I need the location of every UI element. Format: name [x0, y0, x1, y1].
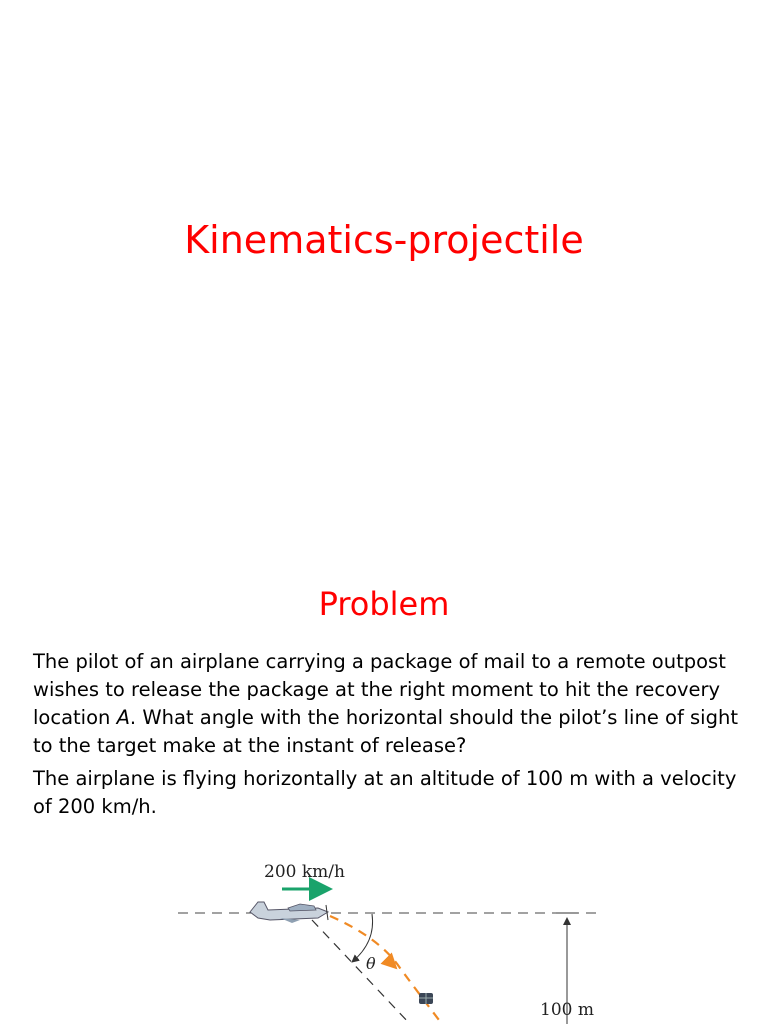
problem-text-2: . What angle with the horizontal should the pilot’s line of sight to the target make at the instant of release?: [33, 706, 738, 757]
trajectory-path: [330, 916, 442, 1024]
figure-drawing: [0, 850, 768, 1024]
problem-statement: [33, 648, 753, 760]
problem-text-1: The pilot of an airplane carrying a package of mail to a remote outpost wishes to release the package at the right moment to hit the recovery location: [33, 650, 726, 729]
problem-heading: Problem: [318, 585, 450, 623]
line-of-sight: [312, 920, 410, 1024]
problem-given-data: The airplane is flying horizontally at an altitude of 100 m with a velocity of 200 km/h.: [33, 767, 737, 818]
airplane-icon: [250, 902, 328, 923]
slide-title: Kinematics-projectile: [184, 218, 584, 262]
altitude-label: 100 m: [540, 1000, 594, 1020]
speed-label: 200 km/h: [264, 862, 345, 882]
projectile-figure: [0, 850, 768, 1024]
angle-label: θ: [366, 954, 376, 973]
angle-arc: [352, 914, 373, 962]
package-icon: [419, 993, 433, 1004]
location-variable: A: [116, 706, 130, 729]
